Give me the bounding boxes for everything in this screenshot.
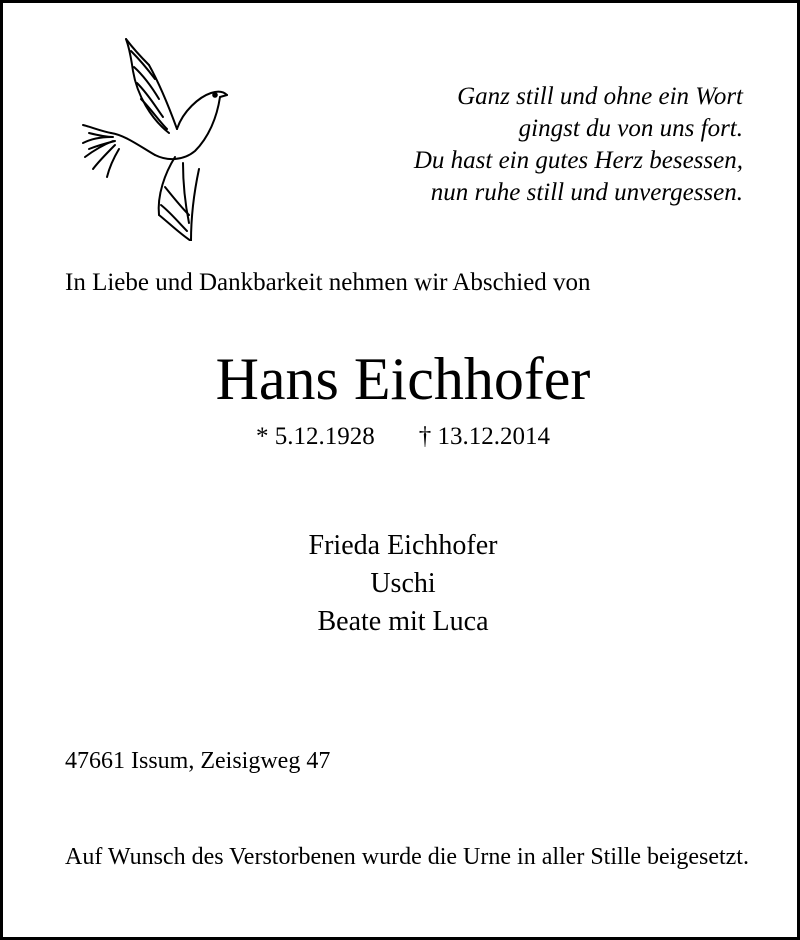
poem-line: nun ruhe still und unvergessen. xyxy=(430,179,743,206)
mourners-list xyxy=(3,527,800,641)
birth-date: * 5.12.1928 xyxy=(256,423,375,450)
dove-icon xyxy=(79,37,231,241)
family-address: 47661 Issum, Zeisigweg 47 xyxy=(65,748,331,774)
poem-line: Ganz still und ohne ein Wort xyxy=(457,83,743,110)
mourner-name: Uschi xyxy=(370,568,436,599)
poem-line: Du hast ein gutes Herz besessen, xyxy=(413,147,743,174)
poem-line: gingst du von uns fort. xyxy=(518,115,743,142)
farewell-intro: In Liebe und Dankbarkeit nehmen wir Abschied von xyxy=(65,269,591,296)
deceased-name: Hans Eichhofer xyxy=(215,346,591,412)
mourner-name: Frieda Eichhofer xyxy=(308,530,498,561)
burial-note: Auf Wunsch des Verstorbenen wurde die Urne in aller Stille beigesetzt. xyxy=(65,844,749,870)
memorial-poem xyxy=(414,81,743,209)
death-date: † 13.12.2014 xyxy=(418,423,550,450)
mourner-name: Beate mit Luca xyxy=(317,606,489,637)
life-dates xyxy=(3,421,800,453)
